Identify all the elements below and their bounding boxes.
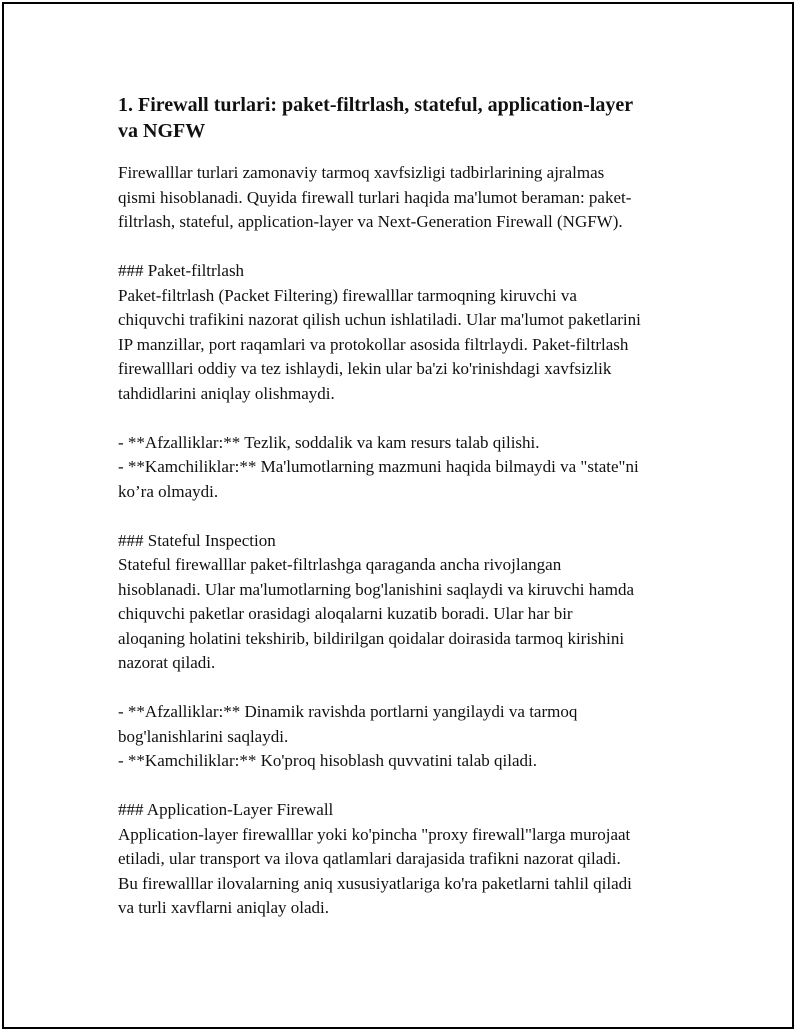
text-line: firewalllari oddiy va tez ishlaydi, lekin ular ba'zi ko'rinishdagi xavfsizlik [118,359,612,378]
text-line: chiquvchi trafikini nazorat qilish uchun ishlatiladi. Ular ma'lumot paketlarini [118,310,641,329]
text-line: Paket-filtrlash (Packet Filtering) firewalllar tarmoqning kiruvchi va [118,285,577,305]
list-item: - **Afzalliklar:** Tezlik, soddalik va kam resurs talab qilishi. [118,432,540,452]
section-heading: ### Paket-filtrlash [118,261,245,280]
application-layer-section [118,798,698,921]
list-item: - **Afzalliklar:** Dinamik ravishda portlarni yangilaydi va tarmoq [118,702,578,721]
text-line: hisoblanadi. Ular ma'lumotlarning bog'lanishini saqlaydi va kiruvchi hamda [118,579,635,599]
text-line: qismi hisoblanadi. Quyida firewall turlari haqida ma'lumot beraman: paket- [118,187,632,207]
packet-filtering-list [118,431,698,505]
text-line: Firewalllar turlari zamonaviy tarmoq xavfsizligi tadbirlarining ajralmas [118,163,605,182]
document-title [118,92,698,144]
text-line: Stateful firewalllar paket-filtrlashga qaraganda ancha rivojlangan [118,555,562,574]
text-line: etiladi, ular transport va ilova qatlamlari darajasida trafikni nazorat qiladi. [118,849,621,868]
text-line: filtrlash, stateful, application-layer va Next-Generation Firewall (NGFW). [118,212,623,231]
list-item: - **Kamchiliklar:** Ma'lumotlarning mazmuni haqida bilmaydi va "state"ni [118,457,639,476]
text-line: va turli xavflarni aniqlay oladi. [118,898,330,917]
text-line: chiquvchi paketlar orasidagi aloqalarni kuzatib boradi. Ular har bir [118,604,573,623]
section-heading: ### Stateful Inspection [118,530,276,550]
title-line: 1. Firewall turlari: paket-filtrlash, stateful, application-layer [118,94,634,116]
stateful-list [118,700,698,774]
document-body [118,92,698,945]
list-item: - **Kamchiliklar:** Ko'proq hisoblash quvvatini talab qiladi. [118,751,538,770]
text-line: aloqaning holatini tekshirib, bildirilgan qoidalar doirasida tarmoq kirishini [118,628,625,648]
text-line: IP manzillar, port raqamlari va protokollar asosida filtrlaydi. Paket-filtrlash [118,334,629,354]
text-line: tahdidlarini aniqlay olishmaydi. [118,383,335,403]
text-line: Bu firewalllar ilovalarning aniq xususiyatlariga ko'ra paketlarni tahlil qiladi [118,873,632,893]
text-line: nazorat qiladi. [118,653,216,672]
section-heading: ### Application-Layer Firewall [118,800,334,819]
list-item-continuation: bog'lanishlarini saqlaydi. [118,726,289,746]
stateful-section [118,529,698,676]
list-item-continuation: ko’ra olmaydi. [118,481,219,501]
intro-paragraph [118,161,698,235]
packet-filtering-section [118,259,698,406]
title-line: va NGFW [118,120,206,142]
text-line: Application-layer firewalllar yoki ko'pincha "proxy firewall"larga murojaat [118,824,631,844]
